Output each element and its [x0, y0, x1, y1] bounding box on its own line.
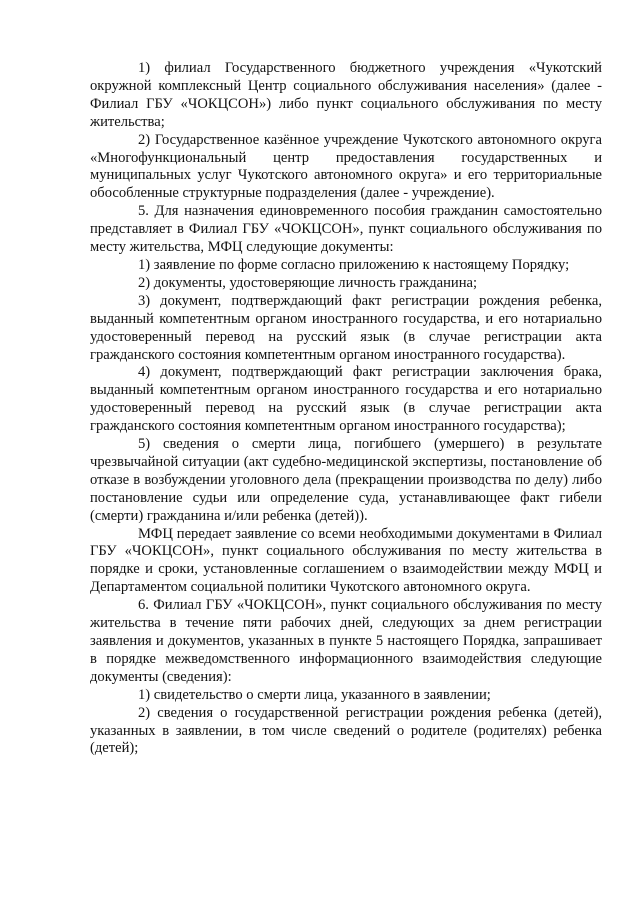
list-item-birth-registration: 3) документ, подтверждающий факт регистрации рождения ребенка, выданный компетентным органом иностранного государства, и его нотариально удостоверенный перевод на русский язык (в случае регистрации акта гражданского состояния компетентным органом иностранного государства). — [90, 292, 602, 363]
list-item-marriage-registration: 4) документ, подтверждающий факт регистрации заключения брака, выданный компетентным органом иностранного государства и его нотариально удостоверенный перевод на русский язык (в случае регистрации акта гражданского состояния компетентным органом иностранного государства); — [90, 364, 602, 435]
list-item-death-certificate: 1) свидетельство о смерти лица, указанного в заявлении; — [138, 686, 491, 703]
paragraph-mfc-definition: 2) Государственное казённое учреждение Чукотского автономного округа «Многофункциональный центр предоставления государственных и муниципальных услуг Чукотского автономного округа» и его территориальные обособленные структурные подразделения (далее - учреждение). — [90, 131, 602, 202]
paragraph-branch-definition: 1) филиал Государственного бюджетного учреждения «Чукотский окружной комплексный Центр социального обслуживания населения» (далее - Филиал ГБУ «ЧОКЦСОН») либо пункт социального обслуживания по месту жительства; — [90, 60, 602, 130]
list-item-death-info: 5) сведения о смерти лица, погибшего (умершего) в результате чрезвычайной ситуации (акт судебно-медицинской экспертизы, постановление об отказе в возбуждении уголовного дела (прекращении производства по делу) либо постановление судьи или определение суда, устанавливающее факт гибели (смерти) гражданина и/или ребенка (детей)). — [90, 436, 602, 524]
list-item-application: 1) заявление по форме согласно приложению к настоящему Порядку; — [138, 256, 570, 273]
paragraph-item-5: 5. Для назначения единовременного пособия гражданин самостоятельно представляет в Филиал ГБУ «ЧОКЦСОН», пункт социального обслуживания по месту жительства, МФЦ следующие документы: — [90, 203, 602, 256]
list-item-identity: 2) документы, удостоверяющие личность гражданина; — [138, 274, 478, 291]
paragraph-mfc-transfer: МФЦ передает заявление со всеми необходимыми документами в Филиал ГБУ «ЧОКЦСОН», пункт социального обслуживания по месту жительства в порядке и сроки, установленные соглашением о взаимодействии между МФЦ и Департаментом социальной политики Чукотского автономного округа. — [90, 525, 602, 596]
list-item-birth-info: 2) сведения о государственной регистрации рождения ребенка (детей), указанных в заявлении, в том числе сведений о родителе (родителях) ребенка (детей); — [90, 704, 602, 757]
paragraph-item-6: 6. Филиал ГБУ «ЧОКЦСОН», пункт социального обслуживания по месту жительства в течение пяти рабочих дней, следующих за днем регистрации заявления и документов, указанных в пункте 5 настоящего Порядка, запрашивает в порядке межведомственного информационного взаимодействия следующие документы (сведения): — [90, 597, 602, 685]
